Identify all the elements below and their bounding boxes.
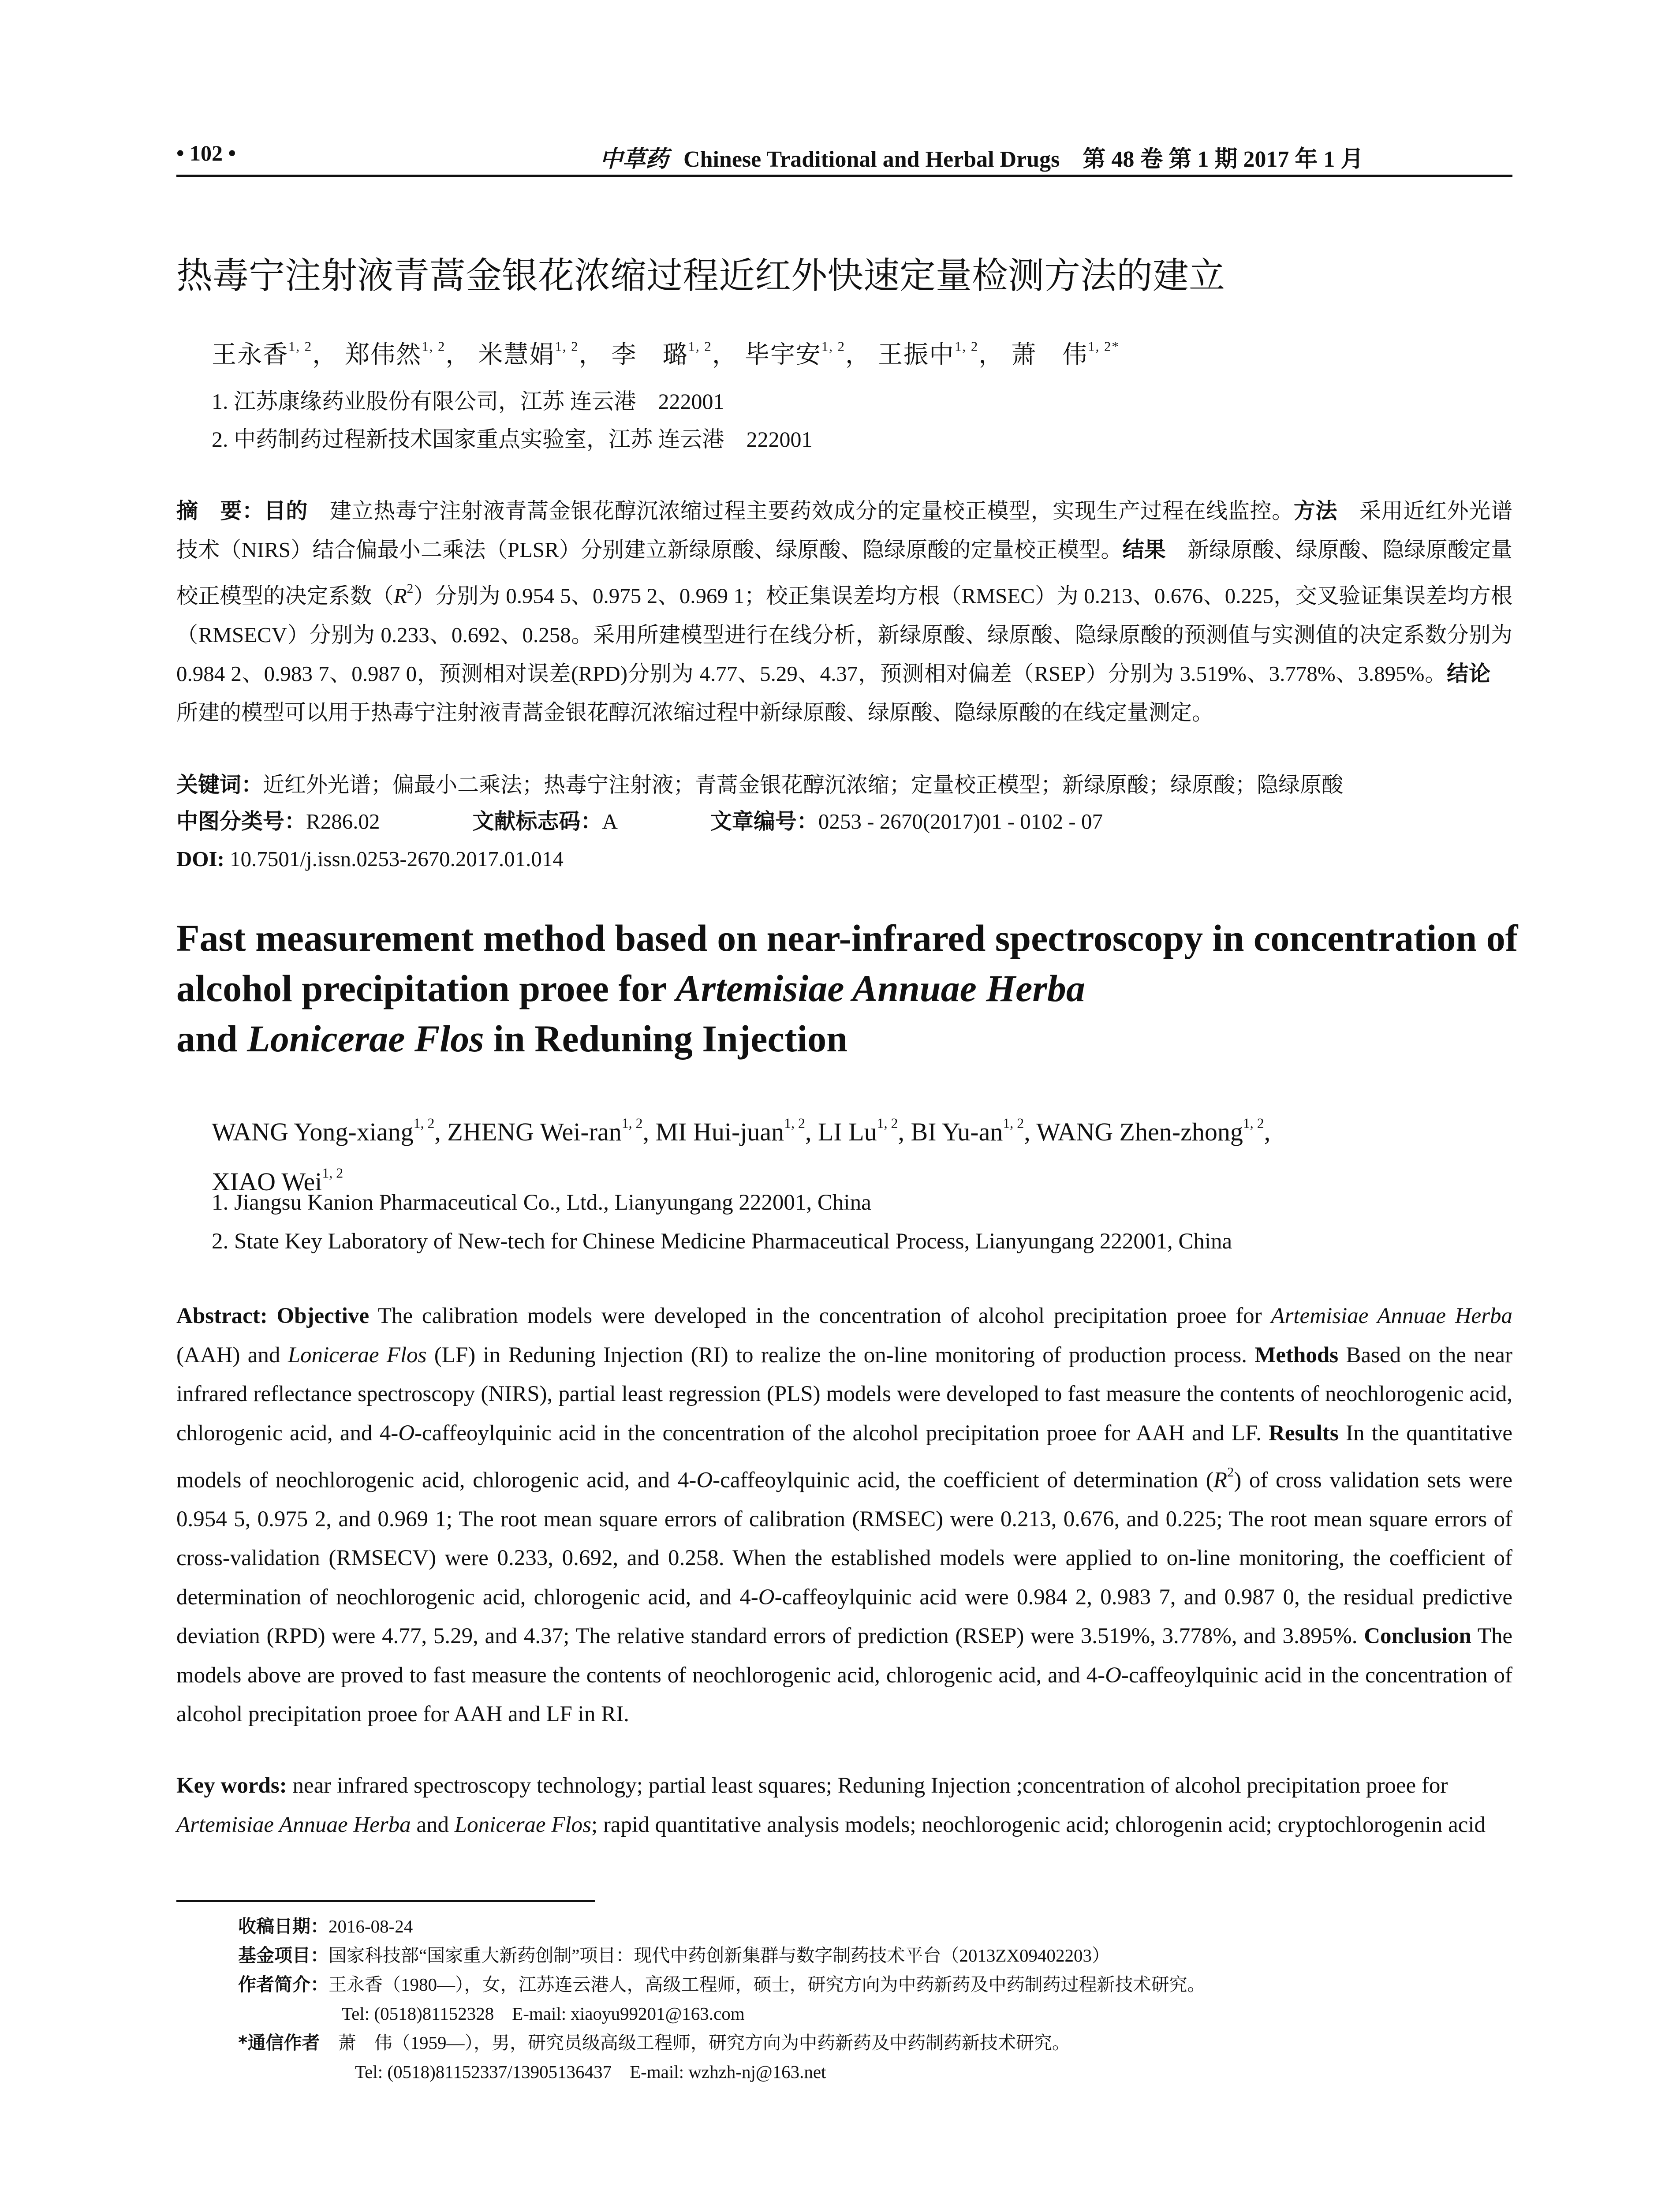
en-author: WANG Zhen-zhong$^{1, 2}$	[1036, 1115, 1264, 1146]
cn-author-list: 王永香$^{1, 2}$， 郑伟然$^{1, 2}$， 米慧娟$^{1, 2}$， 李 璐$^{1, 2}$， 毕宇安$^{1, 2}$， 王振中$^{1, 2}$， 萧 伟$^{1, 2*}$	[212, 339, 1120, 369]
footnote-fund: 基金项目：国家科技部“国家重大新药创制”项目：现代中药创新集群与数字制药技术平台（2013ZX09402203）	[238, 1945, 1110, 1966]
en-conclusion-label: Conclusion	[1364, 1624, 1471, 1649]
en-affiliation-1: 1. Jiangsu Kanion Pharmaceutical Co., Ltd., Lianyungang 222001, China	[212, 1190, 871, 1215]
cn-abstract-label: 摘 要：	[176, 498, 264, 523]
cn-conclusion-label: 结论	[1447, 661, 1491, 686]
cn-author: 郑伟然$^{1, 2}$	[345, 339, 446, 369]
cn-title: 热毒宁注射液青蒿金银花浓缩过程近红外快速定量检测方法的建立	[176, 255, 1225, 297]
en-author: MI Hui-juan$^{1, 2}$	[655, 1115, 805, 1146]
en-author-list: WANG Yong-xiang$^{1, 2}$, ZHENG Wei-ran$^{1, 2}$, MI Hui-juan$^{1, 2}$, LI Lu$^{1, 2}$, BI Yu-an$^{1, 2}$, WANG Zhen-zhong$^{1, 2}$, XIAO Wei$^{1, 2}$	[212, 1115, 1271, 1196]
cn-affiliation-2: 2. 中药制药过程新技术国家重点实验室，江苏 连云港 222001	[212, 427, 813, 452]
cn-methods-label: 方法	[1293, 498, 1338, 523]
en-abstract: Abstract: Objective The calibration models were developed in the concentration of alcohol precipitation proee for Artemisiae Annuae Herba (AAH) and Lonicerae Flos (LF) in Reduning Injection (RI) to realize the on-line monitoring of production process. Methods Based on the near infrared reflectance spectroscopy (NIRS), partial least regression (PLS) models were developed to fast measure the contents of neochlorogenic acid, chlorogenic acid, and 4-O-caffeoylquinic acid in the concentration of the alcohol precipitation proee for AAH and LF. Results In the quantitative models of neochlorogenic acid, chlorogenic acid, and 4-O-caffeoylquinic acid, the coefficient of determination $(R^2)$ of cross validation sets were 0.954 5, 0.975 2, and 0.969 1; The root mean square errors of calibration (RMSEC) were 0.213, 0.676, and 0.225; The root mean square errors of cross-validation (RMSECV) were 0.233, 0.692, and 0.258. When the established models were applied to on-line monitoring, the coefficient of determination of neochlorogenic acid, chlorogenic acid, and 4-O-caffeoylquinic acid were 0.984 2, 0.983 7, and 0.987 0, the residual predictive deviation (RPD) were 4.77, 5.29, and 4.37; The relative standard errors of prediction (RSEP) were 3.519%, 3.778%, and 3.895%. Conclusion The models above are proved to fast measure the contents of neochlorogenic acid, chlorogenic acid, and 4-O-caffeoylquinic acid in the concentration of alcohol precipitation proee for AAH and LF in RI.	[176, 1304, 1513, 1727]
en-title: Fast measurement method based on near-infrared spectroscopy in concentration of alcohol precipitation proee for Artemisiae Annuae Herba and Lonicerae Flos in Reduning Injection	[176, 917, 1518, 1060]
en-author: BI Yu-an$^{1, 2}$	[911, 1115, 1024, 1146]
running-header	[176, 140, 1512, 171]
doi: DOI: 10.7501/j.issn.0253-2670.2017.01.014	[176, 847, 564, 871]
footnote-author-contact: Tel: (0518)81152328 E-mail: xiaoyu99201@163.com	[342, 2003, 745, 2024]
en-author: ZHENG Wei-ran$^{1, 2}$	[447, 1115, 643, 1146]
footnote-received: 收稿日期：2016-08-24	[238, 1916, 413, 1937]
en-affiliation-2: 2. State Key Laboratory of New-tech for Chinese Medicine Pharmaceutical Process, Lianyungang 222001, China	[212, 1229, 1232, 1254]
footnote-author-bio: 作者简介：王永香（1980—），女，江苏连云港人，高级工程师，硕士，研究方向为中药新药及中药制药过程新技术研究。	[238, 1974, 1206, 1995]
en-results-label: Results	[1269, 1420, 1339, 1446]
cn-author: 毕宇安$^{1, 2}$	[744, 339, 846, 369]
en-author: WANG Yong-xiang$^{1, 2}$	[212, 1115, 435, 1146]
en-author: LI Lu$^{1, 2}$	[818, 1115, 898, 1146]
header-rule	[176, 175, 1512, 177]
journal-line	[600, 140, 1363, 173]
footnote-rule	[176, 1900, 595, 1902]
cn-author: 米慧娟$^{1, 2}$	[478, 339, 579, 369]
en-abstract-label: Abstract: Objective	[176, 1304, 370, 1328]
cn-classification: 中图分类号：R286.02 文献标志码：A 文章编号：0253 - 2670(2017)01 - 0102 - 07	[176, 809, 1103, 834]
footnote-corresponding-contact: Tel: (0518)81152337/13905136437 E-mail: wzhzh-nj@163.net	[355, 2062, 826, 2082]
cn-author: 王永香$^{1, 2}$	[212, 339, 313, 369]
en-methods-label: Methods	[1254, 1342, 1339, 1368]
en-author: XIAO Wei$^{1, 2}$	[212, 1165, 343, 1196]
cn-affiliation-1: 1. 江苏康缘药业股份有限公司，江苏 连云港 222001	[212, 389, 724, 414]
cn-keywords: 关键词：近红外光谱；偏最小二乘法；热毒宁注射液；青蒿金银花醇沉浓缩；定量校正模型；新绿原酸；绿原酸；隐绿原酸	[176, 772, 1344, 797]
cn-author: 王振中$^{1, 2}$	[878, 339, 979, 369]
cn-objective-label: 目的	[264, 498, 308, 523]
cn-abstract: 摘 要：目的 建立热毒宁注射液青蒿金银花醇沉浓缩过程主要药效成分的定量校正模型，实现生产过程在线监控。方法 采用近红外光谱技术（NIRS）结合偏最小二乘法（PLSR）分别建立新绿原酸、绿原酸、隐绿原酸的定量校正模型。结果 新绿原酸、绿原酸、隐绿原酸定量校正模型的决定系数$(R^2)$分别为 0.954 5、0.975 2、0.969 1；校正集误差均方根（RMSEC）为 0.213、0.676、0.225，交叉验证集误差均方根（RMSECV）分别为 0.233、0.692、0.258。采用所建模型进行在线分析，新绿原酸、绿原酸、隐绿原酸的预测值与实测值的决定系数分别为 0.984 2、0.983 7、0.987 0，预测相对误差(RPD)分别为 4.77、5.29、4.37，预测相对偏差（RSEP）分别为 3.519%、3.778%、3.895%。结论 所建的模型可以用于热毒宁注射液青蒿金银花醇沉浓缩过程中新绿原酸、绿原酸、隐绿原酸的在线定量测定。	[176, 498, 1512, 725]
cn-author: 李 璐$^{1, 2}$	[611, 339, 712, 369]
cn-author: 萧 伟$^{1, 2*}$	[1011, 339, 1120, 369]
page-number: • 102 •	[176, 141, 236, 165]
journal-info: Chinese Traditional and Herbal Drugs 第 48 卷 第 1 期 2017 年 1 月	[683, 147, 1364, 172]
footnote-corresponding: *通信作者 萧 伟（1959—），男，研究员级高级工程师，研究方向为中药新药及中药制药新技术研究。	[238, 2032, 1070, 2053]
journal-logo: 中草药	[600, 146, 669, 172]
en-keywords: Key words: near infrared spectroscopy technology; partial least squares; Reduning Injection ;concentration of alcohol precipitation proee for Artemisiae Annuae Herba and Lonicerae Flos; rapid quantitative analysis models; neochlorogenic acid; chlorogenin acid; cryptochlorogenin acid	[176, 1773, 1486, 1837]
cn-results-label: 结果	[1122, 537, 1166, 562]
